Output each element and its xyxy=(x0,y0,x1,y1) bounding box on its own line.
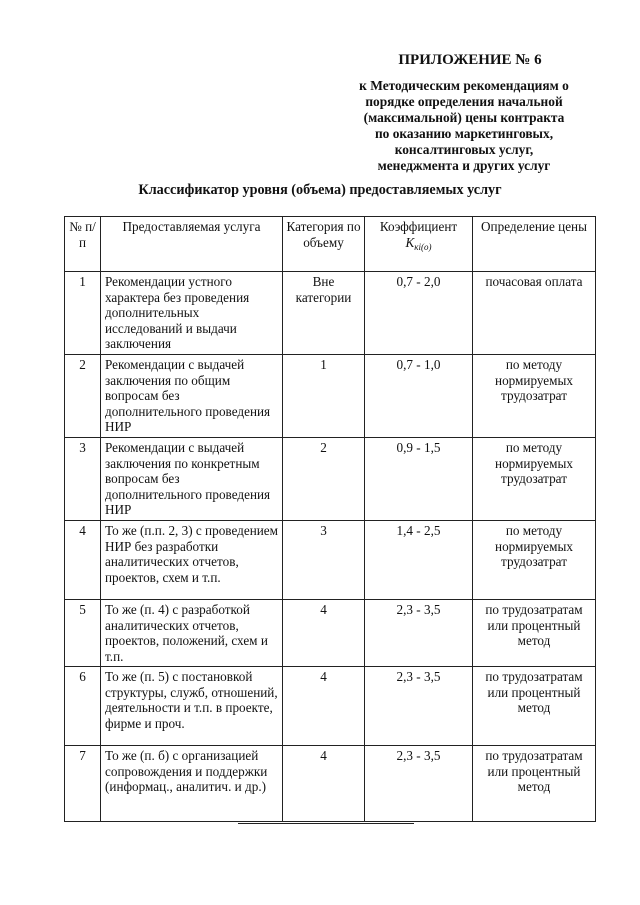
cell-pricing: по методу нормируемых трудозатрат xyxy=(473,520,596,599)
cell-num: 5 xyxy=(65,599,101,666)
services-classifier-table xyxy=(64,216,596,822)
subtitle-line: менеджмента и других услуг xyxy=(377,158,551,173)
cell-category: 1 xyxy=(283,354,365,437)
cell-service: То же (п. 4) с разработкой аналитических отчетов, проектов, положений, схем и т.п. xyxy=(101,599,283,666)
table-row xyxy=(65,667,596,746)
table-row xyxy=(65,599,596,666)
cell-service: То же (п. 5) с постановкой структуры, служб, отношений, деятельности и т.п. в проекте, фирме и проч. xyxy=(101,667,283,746)
cell-pricing: по методу нормируемых трудозатрат xyxy=(473,437,596,520)
header-coefficient-label: Коэффициент xyxy=(379,219,458,234)
cell-coefficient: 2,3 - 3,5 xyxy=(365,599,473,666)
cell-category: 4 xyxy=(283,667,365,746)
cell-service: То же (п. б) с организацией сопровождения и поддержки (информац., аналитич. и др.) xyxy=(101,746,283,822)
cell-num: 3 xyxy=(65,437,101,520)
subtitle-line: (максимальной) цены контракта xyxy=(363,110,565,125)
header-num: № п/п xyxy=(65,217,101,272)
cell-coefficient: 0,9 - 1,5 xyxy=(365,437,473,520)
appendix-heading: ПРИЛОЖЕНИЕ № 6 xyxy=(398,52,542,68)
coefficient-subscript: кi(о) xyxy=(414,241,432,252)
footnote-divider xyxy=(238,823,414,824)
cell-category: 4 xyxy=(283,746,365,822)
subtitle-line: по оказанию маркетинговых, xyxy=(374,126,554,141)
subtitle-line: к Методическим рекомендациям о xyxy=(359,78,569,93)
cell-pricing: по методу нормируемых трудозатрат xyxy=(473,354,596,437)
cell-num: 2 xyxy=(65,354,101,437)
table-row xyxy=(65,354,596,437)
coefficient-symbol: K xyxy=(405,234,415,250)
cell-coefficient: 1,4 - 2,5 xyxy=(365,520,473,599)
subtitle-line: порядке определения начальной xyxy=(365,94,563,109)
cell-num: 7 xyxy=(65,746,101,822)
cell-num: 4 xyxy=(65,520,101,599)
cell-num: 6 xyxy=(65,667,101,746)
header-service: Предоставляемая услуга xyxy=(101,217,283,272)
cell-pricing: по трудозатратам или процентный метод xyxy=(473,746,596,822)
cell-num: 1 xyxy=(65,272,101,355)
cell-category: Вне категории xyxy=(283,272,365,355)
cell-service: То же (п.п. 2, 3) с проведением НИР без разработки аналитических отчетов, проектов, схем и т.п. xyxy=(101,520,283,599)
cell-category: 4 xyxy=(283,599,365,666)
table-row xyxy=(65,437,596,520)
cell-pricing: почасовая оплата xyxy=(473,272,596,355)
cell-category: 2 xyxy=(283,437,365,520)
cell-pricing: по трудозатратам или процентный метод xyxy=(473,667,596,746)
cell-coefficient: 0,7 - 2,0 xyxy=(365,272,473,355)
cell-service: Рекомендации устного характера без проведения дополнительных исследований и выдачи заключения xyxy=(101,272,283,355)
cell-category: 3 xyxy=(283,520,365,599)
cell-service: Рекомендации с выдачей заключения по общим вопросам без дополнительного проведения НИР xyxy=(101,354,283,437)
cell-coefficient: 0,7 - 1,0 xyxy=(365,354,473,437)
header-coefficient xyxy=(365,217,473,272)
cell-pricing: по трудозатратам или процентный метод xyxy=(473,599,596,666)
cell-coefficient: 2,3 - 3,5 xyxy=(365,667,473,746)
cell-service: Рекомендации с выдачей заключения по конкретным вопросам без дополнительного проведения НИР xyxy=(101,437,283,520)
header-pricing: Определение цены xyxy=(473,217,596,272)
subtitle-line: консалтинговых услуг, xyxy=(394,142,534,157)
table-row xyxy=(65,520,596,599)
cell-coefficient: 2,3 - 3,5 xyxy=(365,746,473,822)
table-row xyxy=(65,272,596,355)
header-coefficient-symbol xyxy=(368,235,469,256)
table-row xyxy=(65,746,596,822)
document-title: Классификатор уровня (объема) предоставляемых услуг xyxy=(138,182,502,198)
appendix-subtitle xyxy=(328,78,600,174)
table-header-row xyxy=(65,217,596,272)
header-category: Категория по объему xyxy=(283,217,365,272)
